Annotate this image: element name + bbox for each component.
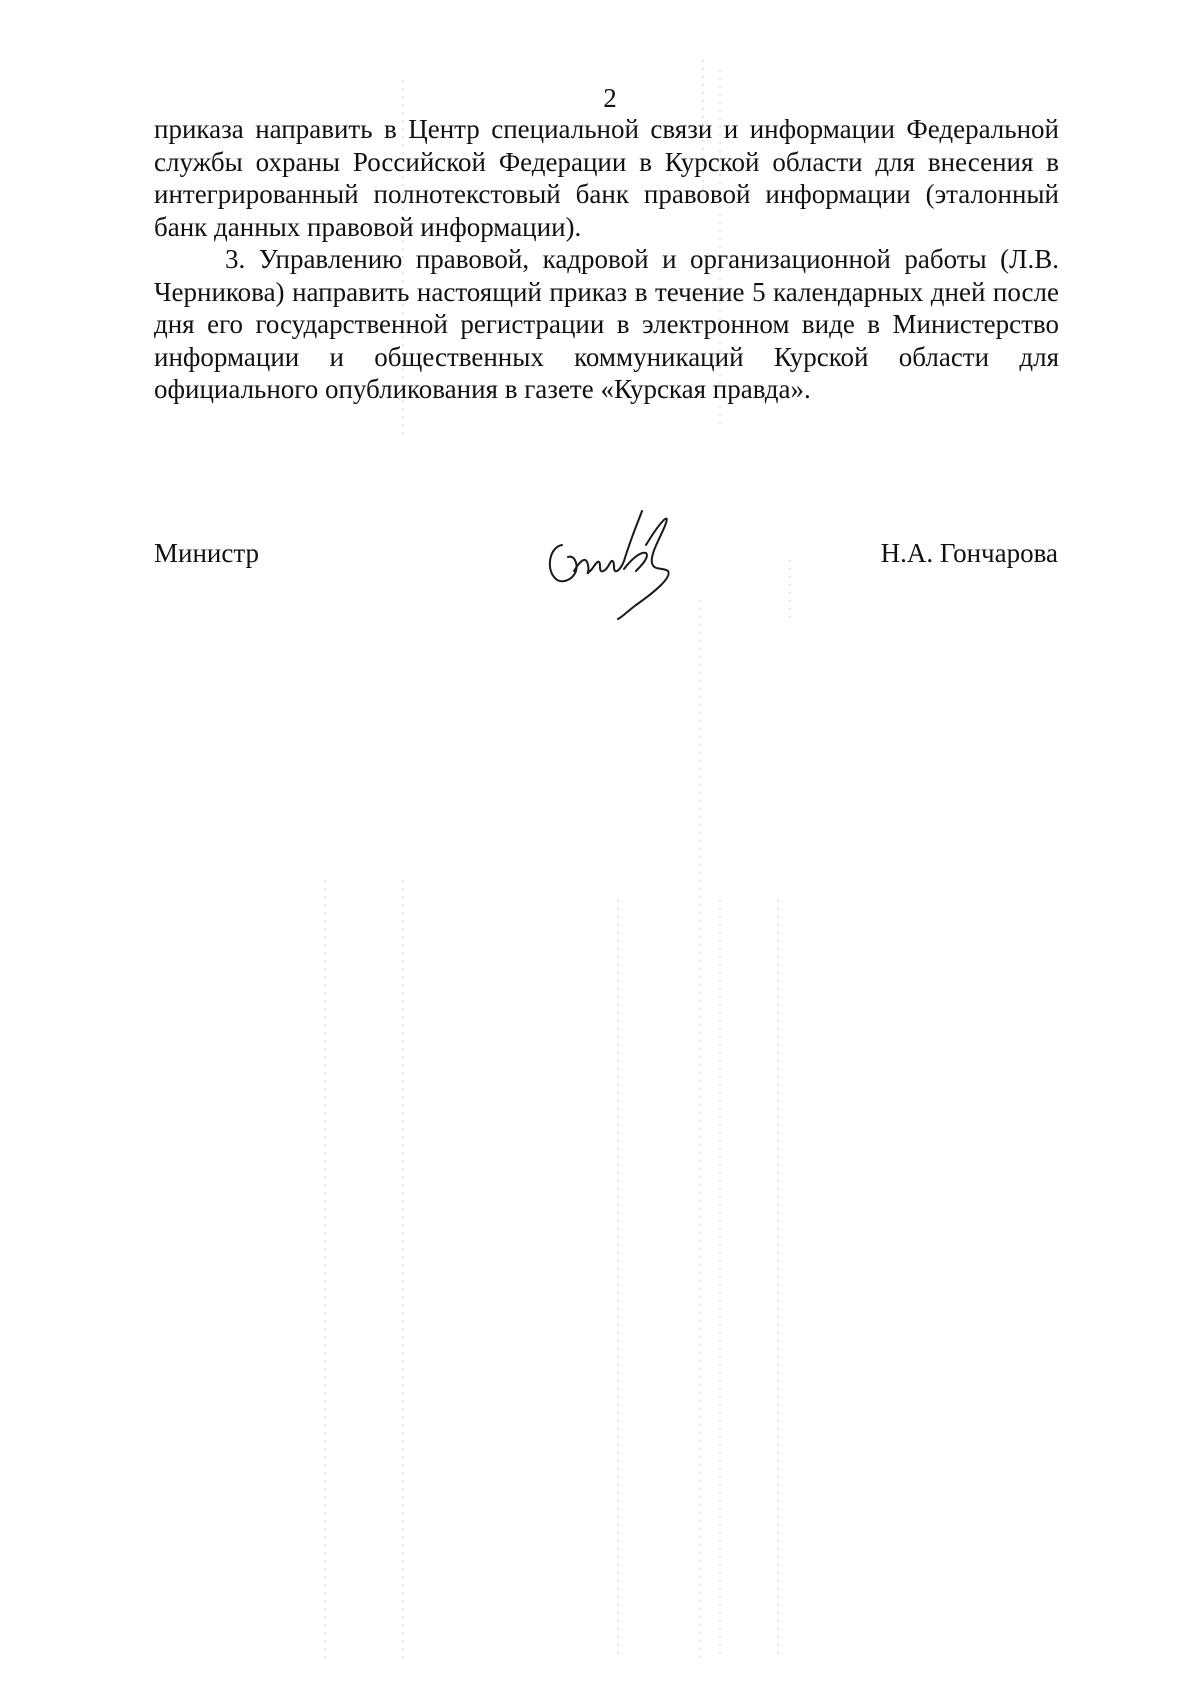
page-number: 2 (603, 83, 617, 113)
paragraph-continued: приказа направить в Центр специальной связи и информации Федеральной службы охраны Российской Федерации в Курской области для внесения в интегрированный полнотекстовый банк правовой информации (эталонный банк данных правовой информации). (154, 114, 1059, 242)
signatory-name: Н.А. Гончарова (880, 538, 1058, 568)
handwritten-signature-icon (540, 505, 710, 625)
document-body (154, 113, 1059, 406)
paragraph-3: 3. Управлению правовой, кадровой и организационной работы (Л.В. Черникова) направить настоящий приказ в течение 5 календарных дней после дня его государственной регистрации в электронном виде в Министерство информации и общественных коммуникаций Курской области для официального опубликования в газете «Курская правда». (154, 244, 1059, 404)
signatory-role: Министр (154, 538, 259, 568)
